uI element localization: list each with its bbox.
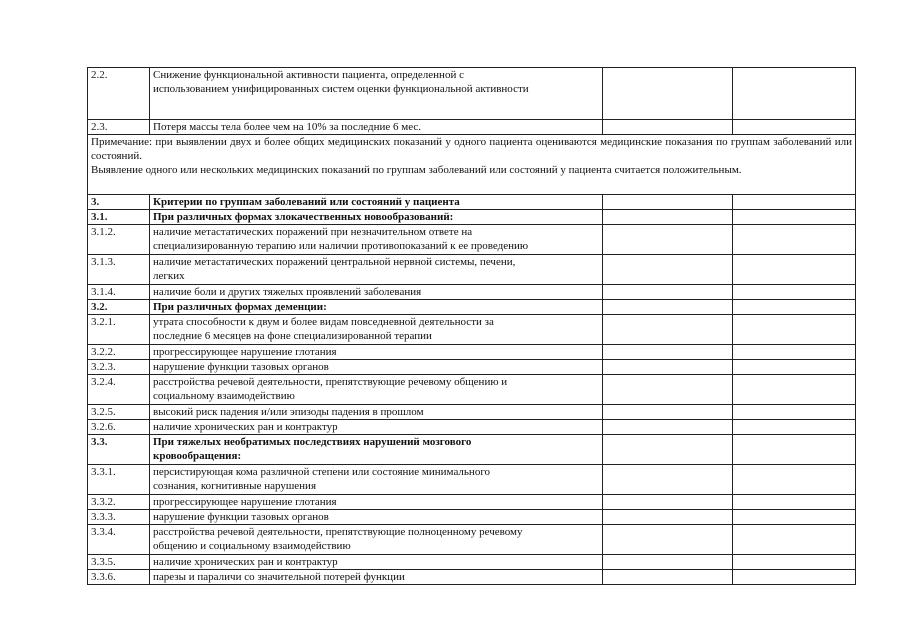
criterion-text: прогрессирующее нарушение глотания	[150, 345, 603, 360]
criterion-text: прогрессирующее нарушение глотания	[150, 495, 603, 510]
row-number: 3.2.2.	[88, 345, 150, 360]
criterion-text	[150, 375, 603, 405]
empty-cell	[603, 120, 733, 135]
empty-cell	[733, 255, 856, 285]
table-row	[88, 120, 856, 135]
criteria-table	[87, 67, 856, 585]
empty-cell	[733, 405, 856, 420]
text-line: общению и социальному взаимодействию	[153, 540, 351, 552]
empty-cell	[603, 555, 733, 570]
table-row	[88, 375, 856, 405]
table-row	[88, 255, 856, 285]
empty-cell	[733, 420, 856, 435]
text-line: специализированную терапию или наличии противопоказаний к ее проведению	[153, 240, 529, 252]
empty-cell	[733, 68, 856, 120]
criterion-text: Потеря массы тела более чем на 10% за последние 6 мес.	[150, 120, 603, 135]
row-number: 3.1.4.	[88, 285, 150, 300]
row-number: 3.2.3.	[88, 360, 150, 375]
table-row	[88, 405, 856, 420]
empty-cell	[603, 195, 733, 210]
criterion-text: наличие хронических ран и контрактур	[150, 555, 603, 570]
empty-cell	[733, 375, 856, 405]
text-line: кровообращения:	[153, 450, 242, 462]
table-row	[88, 495, 856, 510]
text-line: сознания, когнитивные нарушения	[153, 480, 317, 492]
row-number: 3.3.2.	[88, 495, 150, 510]
criterion-text: высокий риск падения и/или эпизоды падения в прошлом	[150, 405, 603, 420]
table-row	[88, 420, 856, 435]
empty-cell	[603, 375, 733, 405]
section-header-row	[88, 210, 856, 225]
table-row	[88, 68, 856, 120]
table-row	[88, 525, 856, 555]
criterion-text	[150, 255, 603, 285]
table-row	[88, 345, 856, 360]
section-title	[150, 435, 603, 465]
empty-cell	[603, 495, 733, 510]
empty-cell	[733, 510, 856, 525]
row-number: 3.3.3.	[88, 510, 150, 525]
table-row	[88, 570, 856, 585]
row-number: 3.2.1.	[88, 315, 150, 345]
criterion-text: нарушение функции тазовых органов	[150, 510, 603, 525]
empty-cell	[733, 570, 856, 585]
note-paragraph: Примечание: при выявлении двух и более общих медицинских показаний у одного пациента оцениваются медицинские показания по группам заболеваний или состояний.	[91, 136, 852, 162]
empty-cell	[733, 495, 856, 510]
empty-cell	[733, 555, 856, 570]
text-line: последние 6 месяцев на фоне специализированной терапии	[153, 330, 432, 342]
criterion-text: парезы и параличи со значительной потерей функции	[150, 570, 603, 585]
criterion-text	[150, 465, 603, 495]
row-number: 2.3.	[88, 120, 150, 135]
empty-cell	[733, 210, 856, 225]
table-row	[88, 465, 856, 495]
empty-cell	[603, 210, 733, 225]
section-title: При различных формах злокачественных новообразований:	[150, 210, 603, 225]
section-header-row	[88, 435, 856, 465]
empty-cell	[733, 315, 856, 345]
table-row	[88, 285, 856, 300]
empty-cell	[603, 68, 733, 120]
text-line: персистирующая кома различной степени или состояние минимального	[153, 466, 491, 478]
empty-cell	[603, 435, 733, 465]
note-row	[88, 135, 856, 195]
empty-cell	[603, 345, 733, 360]
row-number: 3.3.	[88, 435, 150, 465]
row-number: 3.3.1.	[88, 465, 150, 495]
section-header-row	[88, 195, 856, 210]
empty-cell	[733, 345, 856, 360]
row-number: 3.1.3.	[88, 255, 150, 285]
section-header-row	[88, 300, 856, 315]
note-cell	[88, 135, 856, 195]
row-number: 3.3.5.	[88, 555, 150, 570]
row-number: 3.2.4.	[88, 375, 150, 405]
text-line: наличие метастатических поражений центральной нервной системы, печени,	[153, 256, 516, 268]
table-row	[88, 360, 856, 375]
criterion-text	[150, 315, 603, 345]
criterion-text	[150, 68, 603, 120]
text-line: расстройства речевой деятельности, препятствующие полноценному речевому	[153, 526, 523, 538]
empty-cell	[603, 360, 733, 375]
text-line: При тяжелых необратимых последствиях нарушений мозгового	[153, 436, 472, 448]
row-number: 3.3.6.	[88, 570, 150, 585]
row-number: 2.2.	[88, 68, 150, 120]
text-line: утрата способности к двум и более видам повседневной деятельности за	[153, 316, 494, 328]
empty-cell	[733, 525, 856, 555]
empty-cell	[603, 255, 733, 285]
empty-cell	[603, 525, 733, 555]
empty-cell	[733, 225, 856, 255]
empty-cell	[603, 285, 733, 300]
empty-cell	[603, 510, 733, 525]
empty-cell	[733, 465, 856, 495]
text-line: расстройства речевой деятельности, препятствующие речевому общению и	[153, 376, 508, 388]
row-number: 3.1.	[88, 210, 150, 225]
row-number: 3.2.	[88, 300, 150, 315]
empty-cell	[603, 570, 733, 585]
row-number: 3.2.6.	[88, 420, 150, 435]
text-line: использованием унифицированных систем оценки функциональной активности	[153, 83, 529, 95]
row-number: 3.2.5.	[88, 405, 150, 420]
table-row	[88, 315, 856, 345]
table-row	[88, 555, 856, 570]
empty-cell	[733, 285, 856, 300]
empty-cell	[733, 360, 856, 375]
empty-cell	[603, 405, 733, 420]
section-title: Критерии по группам заболеваний или состояний у пациента	[150, 195, 603, 210]
text-line: легких	[153, 270, 185, 282]
table-row	[88, 510, 856, 525]
empty-cell	[733, 195, 856, 210]
text-line: социальному взаимодействию	[153, 390, 295, 402]
row-number: 3.1.2.	[88, 225, 150, 255]
text-line: Снижение функциональной активности пациента, определенной с	[153, 69, 464, 81]
empty-cell	[603, 225, 733, 255]
empty-cell	[603, 420, 733, 435]
section-title: При различных формах деменции:	[150, 300, 603, 315]
empty-cell	[603, 300, 733, 315]
empty-cell	[733, 300, 856, 315]
criterion-text: наличие хронических ран и контрактур	[150, 420, 603, 435]
table-row	[88, 225, 856, 255]
row-number: 3.	[88, 195, 150, 210]
note-paragraph: Выявление одного или нескольких медицинских показаний по группам заболеваний или состояний у пациента считается положительным.	[91, 164, 742, 176]
empty-cell	[603, 465, 733, 495]
empty-cell	[733, 435, 856, 465]
criterion-text: нарушение функции тазовых органов	[150, 360, 603, 375]
empty-cell	[603, 315, 733, 345]
empty-cell	[733, 120, 856, 135]
criterion-text: наличие боли и других тяжелых проявлений заболевания	[150, 285, 603, 300]
criterion-text	[150, 225, 603, 255]
text-line: наличие метастатических поражений при незначительном ответе на	[153, 226, 473, 238]
row-number: 3.3.4.	[88, 525, 150, 555]
criterion-text	[150, 525, 603, 555]
